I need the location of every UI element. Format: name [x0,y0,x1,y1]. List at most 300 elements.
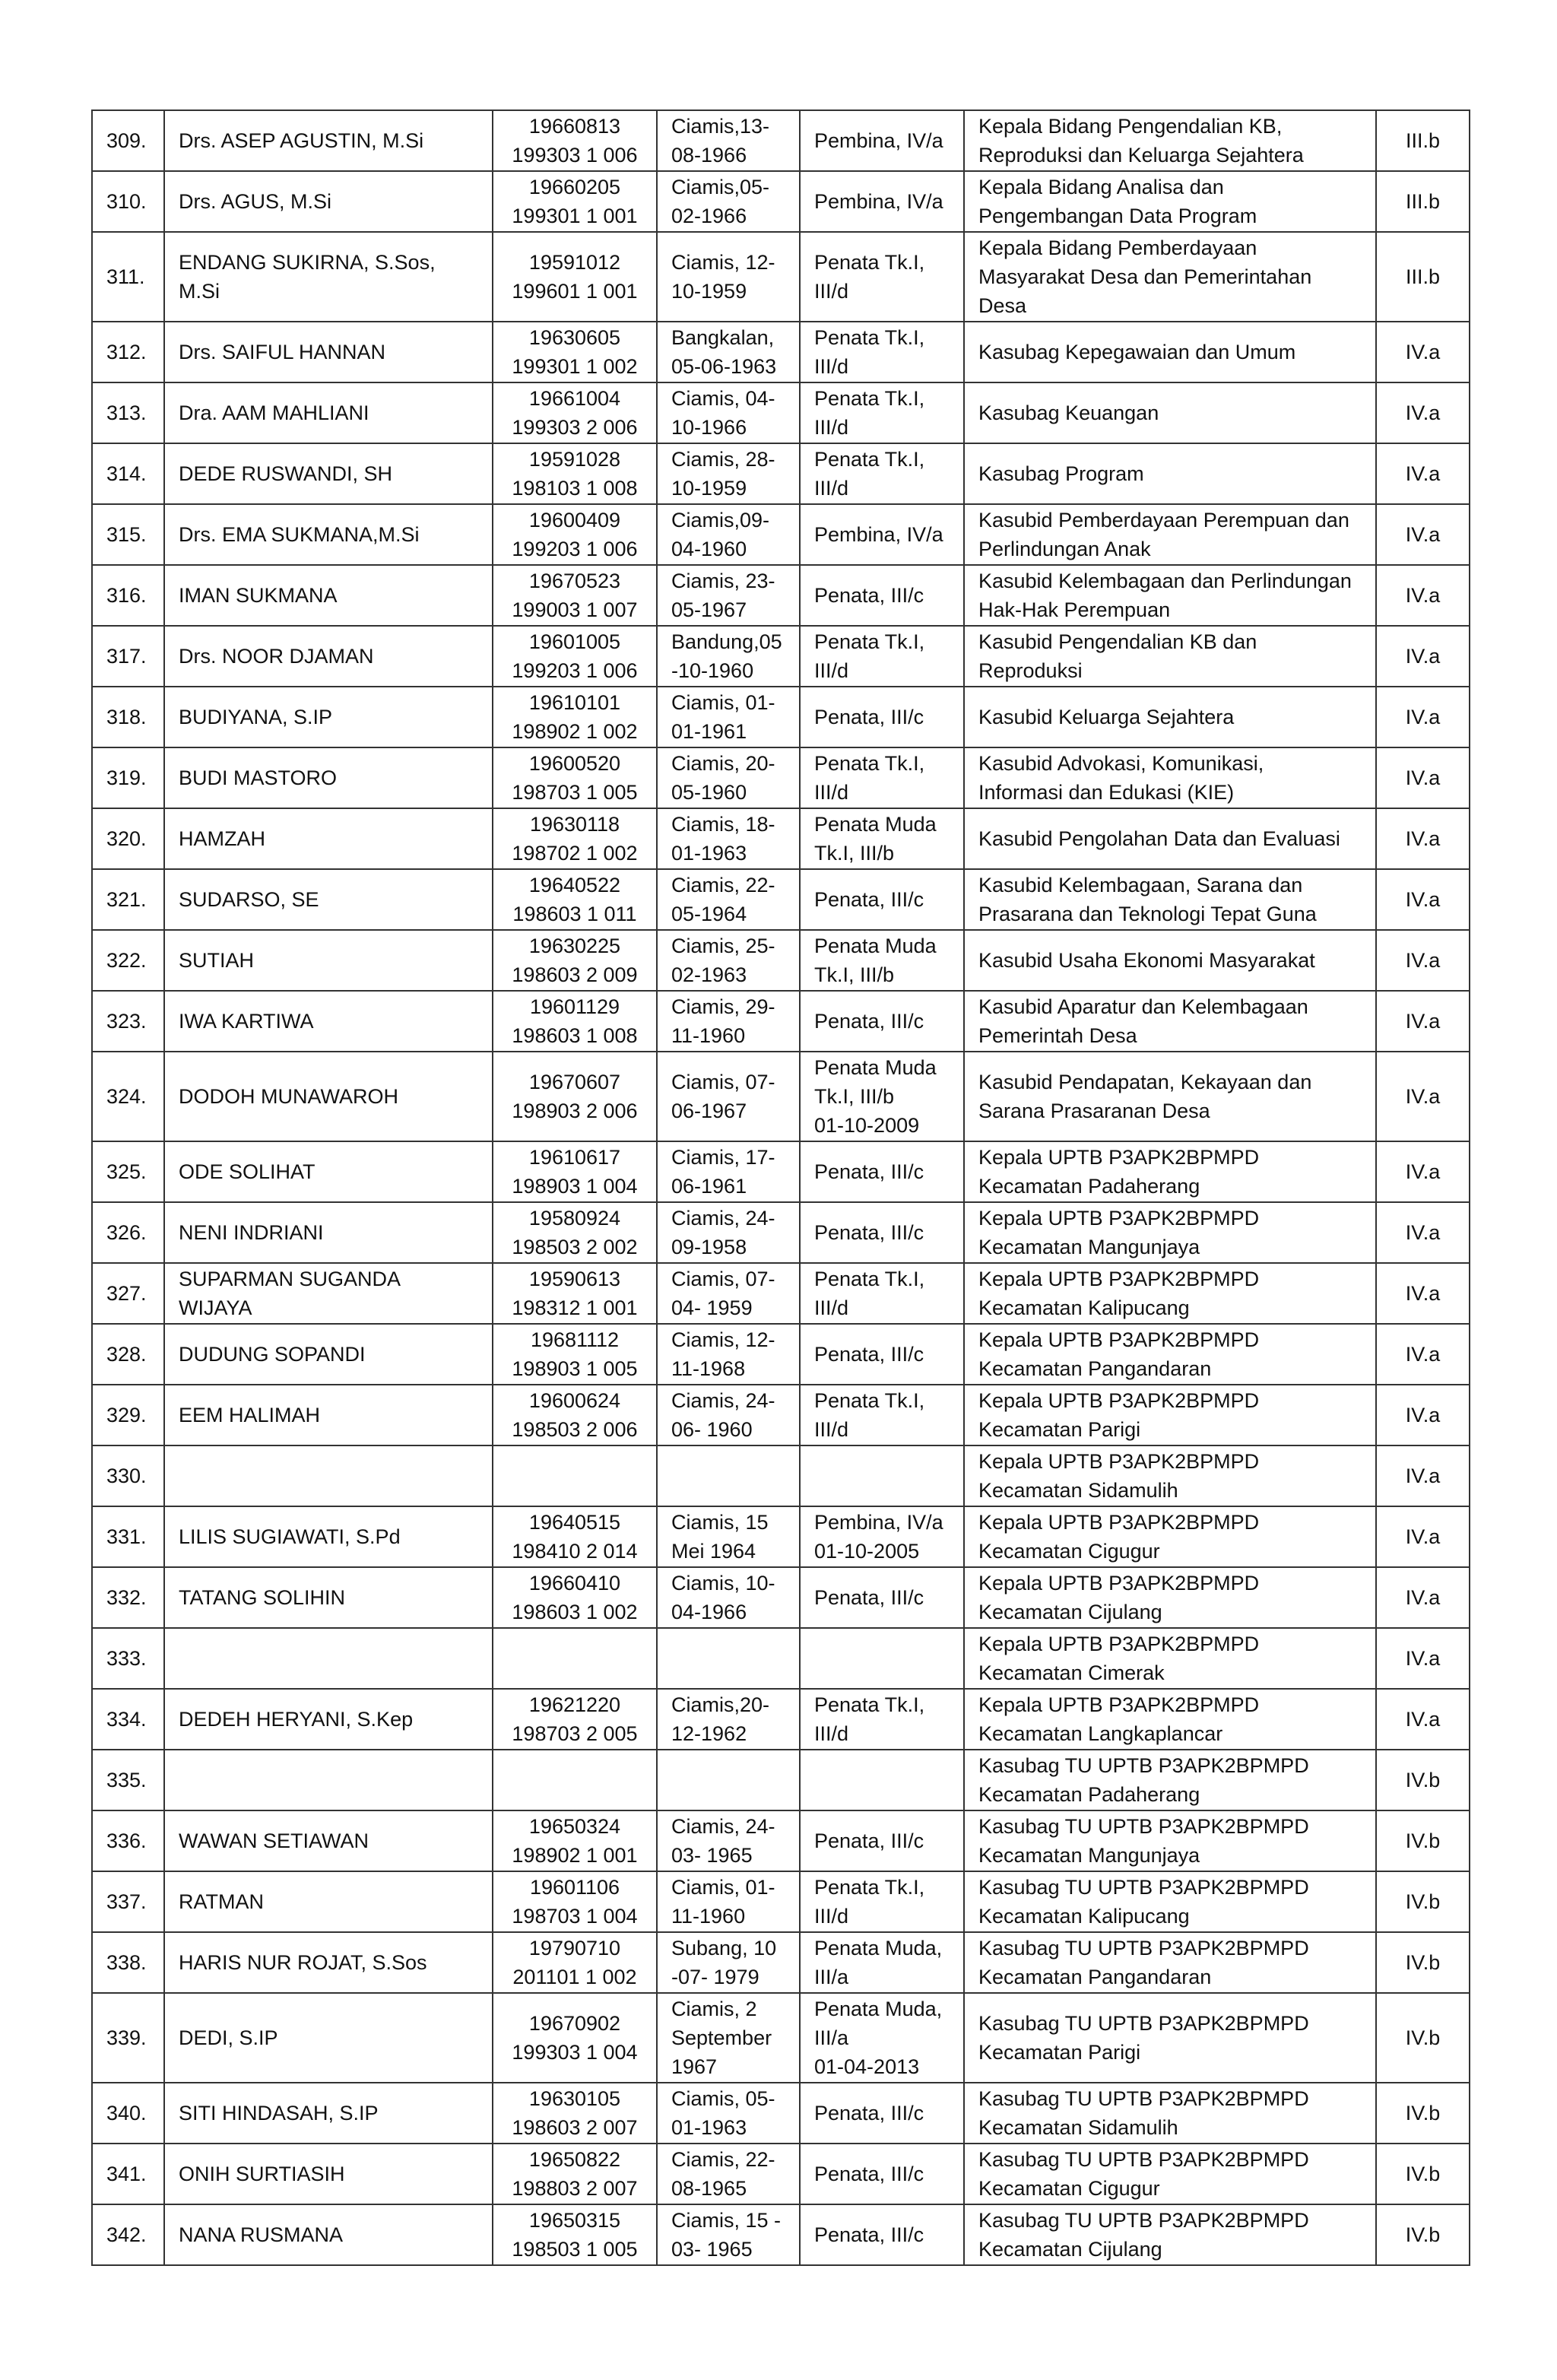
employee-name: DEDEH HERYANI, S.Kep [179,1708,414,1731]
echelon-cell [1376,1628,1470,1689]
position-title-cell [964,382,1376,443]
rank-grade: Penata, III/c [814,1829,924,1852]
echelon-cell [1376,1506,1470,1567]
employee-name-cell [164,2204,493,2265]
birth-place-date-cell [657,1993,800,2083]
echelon-cell [1376,687,1470,747]
rank-grade: Penata Tk.I, III/d [814,251,925,303]
row-number-cell [92,687,164,747]
rank-grade-cell [800,2144,964,2204]
position-title: Kepala UPTB P3APK2BPMPD Kecamatan Cimerak [978,1633,1260,1684]
employee-name: EEM HALIMAH [179,1404,321,1426]
employee-nip-cell [493,2204,657,2265]
row-number: 332. [106,1586,147,1609]
position-title-cell [964,1932,1376,1993]
row-number-cell [92,1689,164,1750]
row-number: 321. [106,888,147,911]
echelon: IV.b [1405,1829,1441,1852]
employee-nip-cell [493,504,657,565]
position-title-cell [964,1871,1376,1932]
table-row [92,1052,1470,1141]
employee-nip: 19670523 199003 1 007 [512,570,638,621]
birth-place-date-cell [657,232,800,322]
employee-nip: 19601106 198703 1 004 [512,1876,638,1928]
rank-grade: Penata Tk.I, III/d [814,448,925,500]
employee-name-cell [164,1689,493,1750]
echelon-cell [1376,382,1470,443]
birth-place-date: Ciamis, 24- 03- 1965 [671,1815,775,1867]
echelon: IV.a [1405,341,1441,363]
row-number: 322. [106,949,147,972]
birth-place-date: Ciamis,05- 02-1966 [671,176,770,227]
row-number: 338. [106,1951,147,1974]
row-number: 340. [106,2102,147,2125]
birth-place-date: Ciamis, 01- 11-1960 [671,1876,775,1928]
echelon: IV.a [1405,949,1441,972]
employee-name: HAMZAH [179,827,265,850]
birth-place-date: Ciamis, 17- 06-1961 [671,1146,775,1198]
echelon-cell [1376,1810,1470,1871]
employee-nip: 19681112 198903 1 005 [512,1328,638,1380]
employee-name: DEDE RUSWANDI, SH [179,462,393,485]
employee-nip-cell [493,1567,657,1628]
employee-nip: 19670902 199303 1 004 [512,2012,638,2064]
birth-place-date-cell [657,1385,800,1445]
row-number: 339. [106,2026,147,2049]
echelon-cell [1376,1385,1470,1445]
employee-name-cell [164,1993,493,2083]
employee-name: HARIS NUR ROJAT, S.Sos [179,1951,427,1974]
table-row [92,1506,1470,1567]
echelon: IV.a [1405,401,1441,424]
position-title: Kasubid Aparatur dan Kelembagaan Pemerintah Desa [978,995,1308,1047]
employee-name-cell [164,1263,493,1324]
table-row [92,1141,1470,1202]
echelon-cell [1376,322,1470,382]
rank-grade-cell [800,1810,964,1871]
row-number: 317. [106,645,147,668]
echelon: IV.b [1405,2223,1441,2246]
employee-nip-cell [493,1993,657,2083]
table-row [92,2204,1470,2265]
employee-nip-cell [493,171,657,232]
birth-place-date: Ciamis, 15 - 03- 1965 [671,2209,782,2261]
row-number-cell [92,1506,164,1567]
rank-grade-cell [800,1993,964,2083]
rank-grade-cell [800,869,964,930]
echelon: IV.a [1405,645,1441,668]
birth-place-date: Ciamis,13- 08-1966 [671,115,770,167]
position-title: Kepala UPTB P3APK2BPMPD Kecamatan Parigi [978,1389,1260,1441]
table-row [92,110,1470,171]
row-number-cell [92,232,164,322]
row-number: 309. [106,129,147,152]
rank-grade: Penata Tk.I, III/d [814,752,925,804]
echelon: IV.b [1405,2163,1441,2185]
position-title-cell [964,443,1376,504]
position-title: Kepala Bidang Analisa dan Pengembangan Data Program [978,176,1257,227]
birth-place-date: Ciamis, 15 Mei 1964 [671,1511,769,1563]
row-number: 331. [106,1525,147,1548]
echelon-cell [1376,1689,1470,1750]
employee-nip: 19590613 198312 1 001 [512,1268,638,1319]
employee-nip-cell [493,1628,657,1689]
position-title-cell [964,626,1376,687]
birth-place-date: Ciamis, 10- 04-1966 [671,1572,775,1623]
birth-place-date-cell [657,443,800,504]
birth-place-date-cell [657,747,800,808]
row-number-cell [92,1385,164,1445]
position-title-cell [964,1052,1376,1141]
rank-grade: Penata Tk.I, III/d [814,630,925,682]
employee-name-cell [164,626,493,687]
row-number: 315. [106,523,147,546]
position-title-cell [964,2204,1376,2265]
position-title-cell [964,991,1376,1052]
rank-grade-cell [800,1263,964,1324]
employee-nip-cell [493,1445,657,1506]
table-row [92,869,1470,930]
echelon-cell [1376,991,1470,1052]
birth-place-date: Ciamis, 07- 04- 1959 [671,1268,775,1319]
table-row [92,687,1470,747]
table-row [92,808,1470,869]
employee-nip: 19670607 198903 2 006 [512,1071,638,1122]
table-row [92,1689,1470,1750]
employee-nip: 19790710 201101 1 002 [512,1937,637,1988]
row-number: 326. [106,1221,147,1244]
echelon-cell [1376,2083,1470,2144]
table-row [92,1810,1470,1871]
row-number-cell [92,1324,164,1385]
rank-grade: Penata, III/c [814,1343,924,1366]
row-number-cell [92,1932,164,1993]
table-row [92,504,1470,565]
row-number-cell [92,808,164,869]
echelon: IV.a [1405,1647,1441,1670]
employee-nip-cell [493,1052,657,1141]
table-row [92,1993,1470,2083]
rank-grade: Penata Muda, III/a [814,1937,943,1988]
employee-name-cell [164,232,493,322]
table-row [92,626,1470,687]
employee-name: BUDI MASTORO [179,766,338,789]
birth-place-date-cell [657,1141,800,1202]
echelon-cell [1376,443,1470,504]
position-title: Kasubag TU UPTB P3APK2BPMPD Kecamatan Sidamulih [978,2087,1309,2139]
row-number-cell [92,1810,164,1871]
employee-name: LILIS SUGIAWATI, S.Pd [179,1525,401,1548]
employee-nip-cell [493,232,657,322]
birth-place-date-cell [657,687,800,747]
position-title: Kasubag TU UPTB P3APK2BPMPD Kecamatan Mangunjaya [978,1815,1309,1867]
birth-place-date-cell [657,930,800,991]
rank-grade-cell [800,322,964,382]
row-number: 313. [106,401,147,424]
birth-place-date-cell [657,1567,800,1628]
position-title-cell [964,1750,1376,1810]
employee-nip-cell [493,1750,657,1810]
employee-name-cell [164,1141,493,1202]
position-title-cell [964,1993,1376,2083]
rank-grade: Penata, III/c [814,2102,924,2125]
birth-place-date-cell [657,991,800,1052]
employee-nip: 19650315 198503 1 005 [512,2209,638,2261]
birth-place-date: Ciamis, 01- 01-1961 [671,691,775,743]
position-title-cell [964,1202,1376,1263]
position-title-cell [964,322,1376,382]
position-title-cell [964,171,1376,232]
birth-place-date-cell [657,1506,800,1567]
position-title: Kepala Bidang Pengendalian KB, Reproduksi dan Keluarga Sejahtera [978,115,1304,167]
employee-name: IMAN SUKMANA [179,584,338,607]
position-title: Kasubag TU UPTB P3APK2BPMPD Kecamatan Pangandaran [978,1937,1309,1988]
employee-nip: 19661004 199303 2 006 [512,387,638,439]
echelon: IV.a [1405,1586,1441,1609]
echelon: IV.b [1405,2026,1441,2049]
employee-name: IWA KARTIWA [179,1010,314,1033]
rank-grade: Pembina, IV/a [814,129,943,152]
position-title: Kasubag Keuangan [978,401,1159,424]
position-title-cell [964,808,1376,869]
echelon: IV.a [1405,1464,1441,1487]
row-number-cell [92,1263,164,1324]
echelon-cell [1376,1932,1470,1993]
rank-grade: Penata Muda, III/a 01-04-2013 [814,1998,943,2078]
rank-grade-cell [800,565,964,626]
employee-name: Drs. NOOR DJAMAN [179,645,374,668]
employee-nip: 19630605 199301 1 002 [512,326,638,378]
row-number: 330. [106,1464,147,1487]
rank-grade: Penata Tk.I, III/d [814,1693,925,1745]
rank-grade: Penata Tk.I, III/d [814,326,925,378]
birth-place-date-cell [657,1324,800,1385]
birth-place-date-cell [657,2144,800,2204]
birth-place-date: Ciamis, 24- 06- 1960 [671,1389,775,1441]
rank-grade: Penata, III/c [814,2163,924,2185]
rank-grade: Penata, III/c [814,584,924,607]
employee-nip: 19591012 199601 1 001 [512,251,638,303]
rank-grade: Penata, III/c [814,706,924,728]
position-title-cell [964,2083,1376,2144]
echelon: IV.a [1405,462,1441,485]
employee-name: Drs. SAIFUL HANNAN [179,341,386,363]
echelon-cell [1376,110,1470,171]
row-number-cell [92,1750,164,1810]
row-number-cell [92,1628,164,1689]
employee-nip-cell [493,1506,657,1567]
employee-name-cell [164,808,493,869]
position-title: Kepala UPTB P3APK2BPMPD Kecamatan Langkaplancar [978,1693,1260,1745]
birth-place-date: Ciamis, 29- 11-1960 [671,995,775,1047]
position-title: Kasubag TU UPTB P3APK2BPMPD Kecamatan Cijulang [978,2209,1309,2261]
birth-place-date-cell [657,1750,800,1810]
birth-place-date-cell [657,808,800,869]
row-number: 335. [106,1769,147,1791]
row-number-cell [92,504,164,565]
echelon: III.b [1405,129,1441,152]
employee-name: DODOH MUNAWAROH [179,1085,398,1108]
birth-place-date-cell [657,171,800,232]
position-title: Kepala UPTB P3APK2BPMPD Kecamatan Kalipucang [978,1268,1260,1319]
rank-grade-cell [800,747,964,808]
position-title: Kasubid Keluarga Sejahtera [978,706,1235,728]
birth-place-date: Ciamis, 04- 10-1966 [671,387,775,439]
employee-nip-cell [493,1202,657,1263]
echelon-cell [1376,1052,1470,1141]
birth-place-date-cell [657,1052,800,1141]
employee-nip-cell [493,808,657,869]
table-row [92,2083,1470,2144]
echelon-cell [1376,2144,1470,2204]
employee-nip-cell [493,2083,657,2144]
row-number-cell [92,1993,164,2083]
rank-grade: Pembina, IV/a 01-10-2005 [814,1511,943,1563]
employee-nip: 19630118 198702 1 002 [512,813,638,865]
position-title-cell [964,2144,1376,2204]
position-title: Kasubid Kelembagaan dan Perlindungan Hak-Hak Perempuan [978,570,1352,621]
position-title-cell [964,232,1376,322]
row-number-cell [92,1202,164,1263]
birth-place-date: Subang, 10 -07- 1979 [671,1937,777,1988]
position-title: Kasubag Kepegawaian dan Umum [978,341,1296,363]
rank-grade-cell [800,1628,964,1689]
employee-nip: 19660813 199303 1 006 [512,115,638,167]
birth-place-date-cell [657,1445,800,1506]
birth-place-date: Ciamis, 12- 11-1968 [671,1328,775,1380]
echelon-cell [1376,2204,1470,2265]
position-title: Kasubid Usaha Ekonomi Masyarakat [978,949,1315,972]
echelon: IV.a [1405,1343,1441,1366]
employee-name-cell [164,687,493,747]
employee-name-cell [164,1385,493,1445]
employee-name-cell [164,1324,493,1385]
birth-place-date-cell [657,626,800,687]
rank-grade: Penata Tk.I, III/d [814,1876,925,1928]
employee-nip: 19640515 198410 2 014 [512,1511,638,1563]
rank-grade-cell [800,110,964,171]
birth-place-date: Ciamis, 2 September 1967 [671,1998,772,2078]
employee-nip: 19640522 198603 1 011 [512,874,637,925]
row-number: 325. [106,1160,147,1183]
birth-place-date: Ciamis, 12- 10-1959 [671,251,775,303]
row-number-cell [92,2204,164,2265]
position-title-cell [964,1810,1376,1871]
row-number-cell [92,322,164,382]
row-number-cell [92,869,164,930]
table-row [92,1750,1470,1810]
employee-name: SUTIAH [179,949,255,972]
rank-grade: Penata Tk.I, III/d [814,1268,925,1319]
employee-name-cell [164,1052,493,1141]
row-number: 312. [106,341,147,363]
rank-grade: Penata, III/c [814,888,924,911]
employee-name: WAWAN SETIAWAN [179,1829,369,1852]
employee-nip-cell [493,2144,657,2204]
employee-name-cell [164,1202,493,1263]
birth-place-date: Ciamis, 28- 10-1959 [671,448,775,500]
position-title-cell [964,1506,1376,1567]
position-title: Kasubid Advokasi, Komunikasi, Informasi dan Edukasi (KIE) [978,752,1264,804]
employee-name: Drs. AGUS, M.Si [179,190,332,213]
employee-nip: 19660205 199301 1 001 [512,176,638,227]
birth-place-date-cell [657,110,800,171]
birth-place-date: Ciamis, 20- 05-1960 [671,752,775,804]
table-row [92,1385,1470,1445]
echelon-cell [1376,565,1470,626]
employee-nip: 19610617 198903 1 004 [512,1146,638,1198]
rank-grade: Penata, III/c [814,1010,924,1033]
table-row [92,1324,1470,1385]
rank-grade-cell [800,1567,964,1628]
employee-name: RATMAN [179,1890,264,1913]
employee-nip: 19591028 198103 1 008 [512,448,638,500]
employee-nip: 19601005 199203 1 006 [512,630,638,682]
employee-nip-cell [493,1871,657,1932]
echelon: III.b [1405,190,1441,213]
rank-grade-cell [800,808,964,869]
echelon: IV.b [1405,2102,1441,2125]
employee-name-cell [164,171,493,232]
employee-nip-cell [493,747,657,808]
rank-grade: Penata Muda Tk.I, III/b [814,813,937,865]
employee-name-cell [164,382,493,443]
echelon-cell [1376,930,1470,991]
position-title-cell [964,565,1376,626]
employee-name-cell [164,991,493,1052]
employee-nip-cell [493,382,657,443]
position-title: Kepala UPTB P3APK2BPMPD Kecamatan Mangunjaya [978,1207,1260,1258]
echelon: IV.a [1405,1010,1441,1033]
employee-nip-cell [493,1932,657,1993]
row-number: 327. [106,1282,147,1305]
row-number-cell [92,1445,164,1506]
position-title-cell [964,930,1376,991]
employee-table-body [92,110,1470,2265]
rank-grade-cell [800,1385,964,1445]
employee-name-cell [164,565,493,626]
table-row [92,322,1470,382]
employee-nip: 19601129 198603 1 008 [512,995,638,1047]
rank-grade-cell [800,1202,964,1263]
employee-nip: 19650324 198902 1 001 [512,1815,638,1867]
employee-name-cell [164,1506,493,1567]
row-number: 316. [106,584,147,607]
employee-name-cell [164,1871,493,1932]
birth-place-date-cell [657,1202,800,1263]
birth-place-date: Ciamis,20- 12-1962 [671,1693,770,1745]
row-number-cell [92,2144,164,2204]
rank-grade-cell [800,232,964,322]
position-title: Kasubag TU UPTB P3APK2BPMPD Kecamatan Padaherang [978,1754,1309,1806]
position-title: Kasubag Program [978,462,1144,485]
table-row [92,1567,1470,1628]
row-number-cell [92,930,164,991]
employee-name: Drs. ASEP AGUSTIN, M.Si [179,129,424,152]
employee-nip: 19630225 198603 2 009 [512,935,638,986]
position-title: Kepala UPTB P3APK2BPMPD Kecamatan Cijulang [978,1572,1260,1623]
employee-name: Drs. EMA SUKMANA,M.Si [179,523,420,546]
position-title: Kepala UPTB P3APK2BPMPD Kecamatan Cigugur [978,1511,1260,1563]
echelon-cell [1376,504,1470,565]
echelon: IV.b [1405,1769,1441,1791]
echelon: IV.a [1405,1160,1441,1183]
rank-grade-cell [800,2204,964,2265]
rank-grade-cell [800,1871,964,1932]
position-title: Kasubag TU UPTB P3APK2BPMPD Kecamatan Parigi [978,2012,1309,2064]
echelon: IV.a [1405,1221,1441,1244]
position-title-cell [964,1263,1376,1324]
